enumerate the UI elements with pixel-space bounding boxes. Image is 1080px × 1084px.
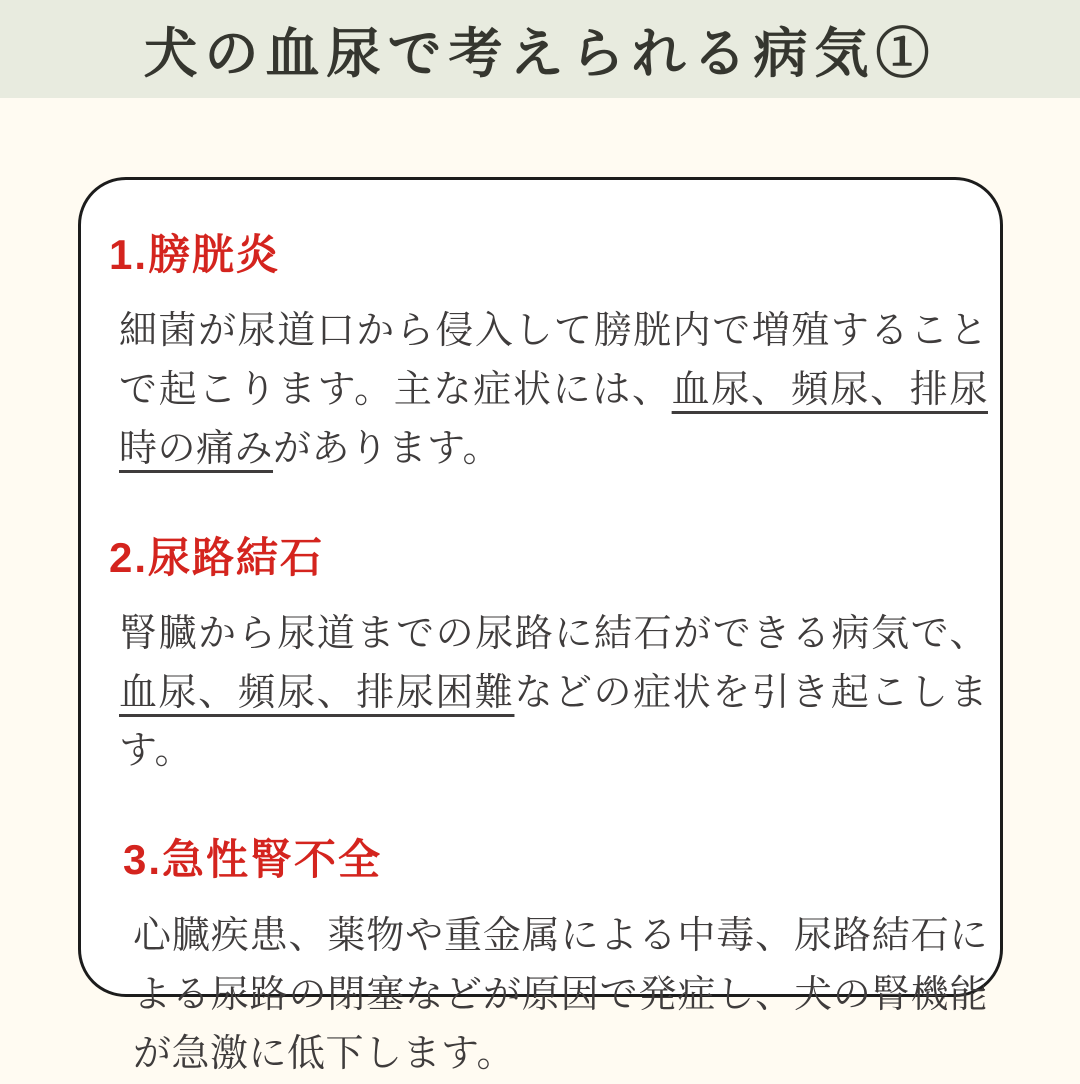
body-text-run: 腎臓から尿道までの尿路に結石ができる病気で、	[119, 612, 988, 655]
section-acute-renal-failure	[109, 827, 988, 1084]
underlined-symptoms-text: 血尿、頻尿、排尿困難	[119, 671, 515, 714]
underlined-symptoms-text: 血尿、頻尿、排尿時の痛み	[119, 368, 988, 470]
section-cystitis	[109, 222, 988, 479]
section-body-urolithiasis	[119, 605, 988, 782]
section-heading-urolithiasis: 2.尿路結石	[109, 533, 325, 581]
title-banner	[0, 0, 1080, 98]
section-heading-cystitis: 1.膀胱炎	[109, 231, 281, 278]
page-title: 犬の血尿で考えられる病気①	[143, 23, 937, 84]
body-text-run: 心臓疾患、薬物や重金属による中毒、尿路結石による尿路の閉塞などが原因で発症し、犬の腎機能が急激に低下します。	[133, 915, 988, 1076]
body-text-run: があります。	[273, 427, 501, 470]
disease-card	[78, 177, 1003, 1076]
section-body-acute-renal-failure	[133, 907, 988, 1084]
body-text-run: 細菌が尿道口から侵入して膀胱内で増殖することで起こります。主な症状には、	[119, 310, 988, 411]
section-urolithiasis	[109, 525, 988, 782]
section-heading-acute-renal-failure: 3.急性腎不全	[123, 836, 383, 884]
section-body-cystitis	[119, 302, 988, 479]
body-text-run: などの症状を引き起こします。	[119, 671, 988, 773]
